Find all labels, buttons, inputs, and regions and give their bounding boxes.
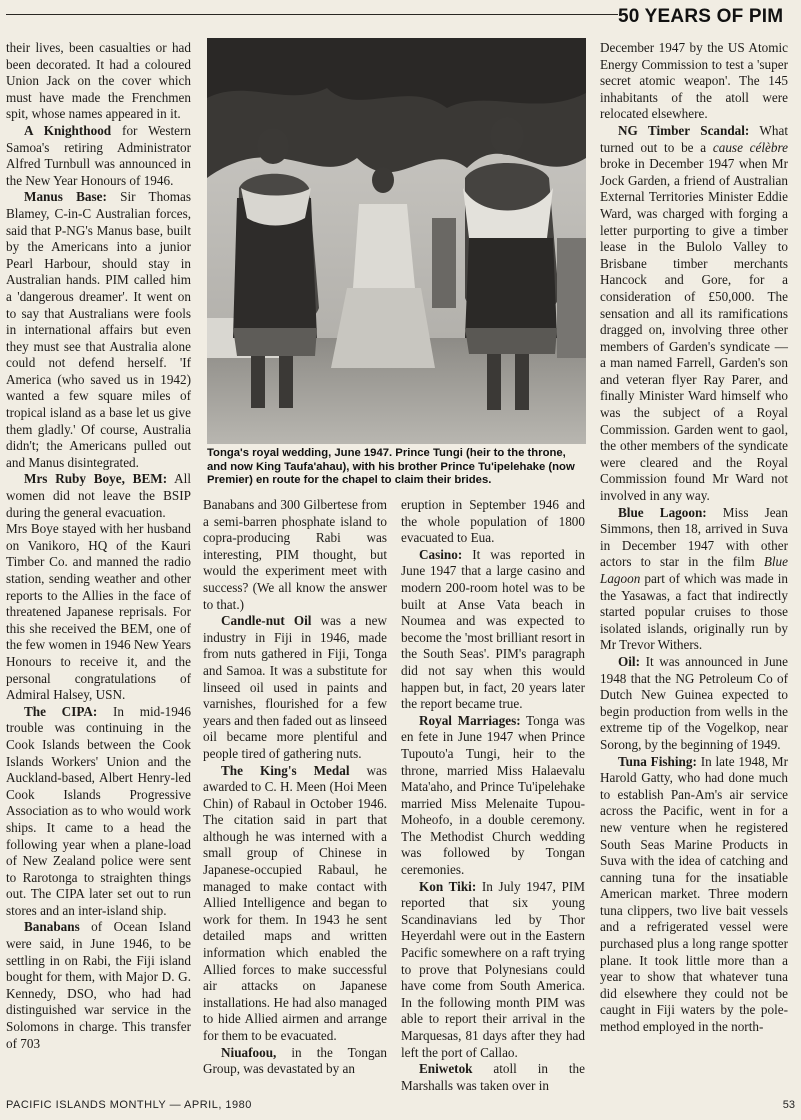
text-royal-marriages: Tonga was en fete in June 1947 when Prince Tupouto'a Tungi, heir to the throne, married Miss Halaevalu Mata'aho, and Prince Tu'ipelehake married Miss Melenaite Tupou-Moheofo, in a double ceremony. The Methodist Church wedding was followed by Tongan ceremonies. [401,712,585,878]
section-title: 50 YEARS OF PIM [618,6,784,27]
wedding-photo [207,38,586,444]
heading-royal-marriages: Royal Marriages: [419,712,521,728]
heading-knighthood: A Knighthood [24,122,112,138]
text-column-1 [6,40,191,1080]
heading-kon-tiki: Kon Tiki: [419,878,477,894]
heading-tuna-fishing: Tuna Fishing: [618,753,697,769]
paragraph-royal-marriages [401,713,585,879]
heading-kings-medal: The King's Medal [221,762,350,778]
text-boye: All women did not leave the BSIP during the general evacuation. [6,471,191,520]
text-kon-tiki: In July 1947, PIM reported that six young Scandinavians led by Thor Heyerdahl were out in the Eastern Pacific somewhere on a raft trying to prove that Polynesians could have come from South America. In the following month PIM was able to report their arrival in the Marquesas, 81 days after they had left the port of Callao. [401,878,586,1060]
heading-candle-nut: Candle-nut Oil [221,613,312,629]
text-candle-nut: was a new industry in Fiji in 1946, made from nuts gathered in Fiji, Tonga and Samoa. It was a substitute for linseed oil used in paints and varnishes, flourished for a few years and then faded out as linseed oil became more plentiful and people tired of gathering nuts. [203,613,387,761]
text-column-4 [600,40,788,1080]
paragraph: Banabans and 300 Gilbertese from a semi-barren phosphate island to copra-producing Rabi was interesting, PIM thought, but would the experiment meet with success? (We all know the answer to that.) [203,497,387,612]
heading-casino: Casino: [419,546,463,562]
text-banabans: of Ocean Island were said, in June 1946, to be settling in on Rabi, the Fiji island bought for them, with Major D. G. Kennedy, DSO, who had had distinguished war service in the Solomons in charge. This transfer of 703 [6,919,191,1051]
photo-caption: Tonga's royal wedding, June 1947. Prince Tungi (heir to the throne, and now King Taufa'ahau), with his brother Prince Tu'ipelehake (now Premier) en route for the chapel to claim their brides. [207,447,575,487]
paragraph-boye-2: Mrs Boye stayed with her husband on Vanikoro, HQ of the Kauri Timber Co. and manned the radio station, sending weather and other reports to the Allies in the face of threatened Japanese reprisals. For this she received the BEM, one of the few women in 1946 New Years Honours to receive it, and the personal congratulations of Admiral Halsey, USN. [6,521,191,703]
paragraph-cipa [6,704,191,920]
paragraph-blue-lagoon [600,505,788,654]
paragraph: December 1947 by the US Atomic Energy Commission to test a 'super secret atomic weapon'. The 145 inhabitants of the atoll were relocated elsewhere. [600,40,788,122]
paragraph-oil [600,654,788,754]
paragraph: eruption in September 1946 and the whole population of 1800 evacuated to Eua. [401,497,585,546]
heading-boye: Mrs Ruby Boye, BEM: [24,471,168,487]
text-casino: It was reported in June 1947 that a large casino and modern 200-room hotel was to be built at Anse Vata beach in Noumea and was expected to become the 'most brilliant resort in the South Seas'. PIM's paragraph did not say when this would happen but, in fact, 20 years later the report became true. [401,546,585,712]
text-lagoon-italic: Blue Lagoon [600,554,788,586]
paragraph-tuna-fishing [600,754,788,1036]
heading-eniwetok: Eniwetok [419,1061,473,1077]
paragraph-manus [6,189,191,471]
paragraph-niuafoou [203,1045,387,1078]
paragraph-boye [6,471,191,521]
text-timber-b: broke in December 1947 when Mr Jock Garden, a friend of Australian External Territories Minister Eddie Ward, was charged with forging a letter purporting to give a timber lease in the Bulolo Valley to Brisbane timber merchants Hancock and Gore, for a consideration of £50,000. The sensation and all its ramifications dragged on, involving three other members of Garden's syndicate — a man named Farrell, Garden's son and veteran flyer Ray Parer, and finally Minister Ward himself who was the subject of a Royal Commission. Garden went to gaol, the other members of the syndicate were cleared and the Royal Commission found Mr Ward not involved in any way. [600,156,788,504]
text-lagoon-a: Miss Jean Simmons, then 18, arrived in Suva in December 1947 with other actors to star in the film [600,504,788,570]
text-knighthood: for Western Samoa's retiring Administrator Alfred Turnbull was announced in the New Year Honours of 1946. [6,122,191,188]
text-column-2 [203,497,387,1082]
text-manus: Sir Thomas Blamey, C-in-C Australian forces, said that P-NG's Manus base, built by the Americans into a junior Pearl Harbour, should stay in Australian hands. PIM called him a 'dangerous dreamer'. It went on to say that Australians were fools in international affairs but even they must see that Australia alone could not defend herself. 'If America (who saved us in 1942) wanted a few square miles of tropical island as a base let us give them gladly.' Of course, Australia didn't; the Americans pulled out and Manus disintegrated. [6,189,191,470]
heading-oil: Oil: [618,653,640,669]
paragraph-kings-medal [203,763,387,1045]
paragraph-eniwetok [401,1061,585,1094]
paragraph-knighthood [6,123,191,189]
paragraph: their lives, been casualties or had been decorated. It had a coloured Union Jack on the cover which must have made the Frenchmen spit, whose names appeared in it. [6,40,191,122]
paragraph-candle-nut [203,613,387,762]
heading-blue-lagoon: Blue Lagoon: [618,504,707,520]
text-eniwetok: atoll in the Marshalls was taken over in [401,1061,585,1093]
text-timber-italic: cause célèbre [712,139,788,155]
paragraph-kon-tiki [401,879,585,1062]
footer-publication: PACIFIC ISLANDS MONTHLY — APRIL, 1980 [6,1099,252,1111]
page-number: 53 [782,1099,795,1111]
paragraph-banabans [6,919,191,1052]
text-kings-medal: was awarded to C. H. Meen (Hoi Meen Chin) of Rabaul in October 1946. The citation said in part that although he was interned with a small group of Chinese in Japanese-occupied Rabaul, he managed to make contact with Allied Intelligence and began to work for them. In 1943 he sent detailed maps and written information which enabled the Allied forces to make successful air attacks on Japanese installations. He had also managed to hide Allied airmen and arrange for them to be evacuated. [203,762,387,1043]
heading-banabans: Banabans [24,919,80,935]
paragraph-timber-scandal [600,123,788,505]
text-timber-a: What turned out to be a [600,122,788,155]
heading-cipa: The CIPA: [24,703,98,719]
header-rule [6,14,618,15]
heading-manus: Manus Base: [24,189,107,205]
text-cipa: In mid-1946 trouble was continuing in the Cook Islands between the Cook Islands Workers' Union and the Auckland-based, Albert Henry-led Cook Islands Progressive Association as to who would work ships. It came to a head the following year when a plane-load of New Zealand police were sent to Rarotonga to straighten things out. The CIPA later set out to run stores and an inter-island ship. [6,703,191,918]
text-niuafoou: in the Tongan Group, was devastated by an [203,1044,387,1077]
text-tuna-fishing: In late 1948, Mr Harold Gatty, who had done much to establish Pan-Am's air service across the Pacific, went in for a new venture when he registered South Seas Marine Products in Suva with the idea of catching and canning tuna for the insatiable American market. Three modern tuna clippers, two live bait vessels and a refrigerated vessel were purchased plus a long range spotter plane. It took little more than a year to show that whatever tuna did elsewhere they could not be caught in Fiji waters by the pole-method employed in the north- [600,753,788,1035]
paragraph-casino [401,547,585,713]
text-column-3 [401,497,586,1093]
heading-niuafoou: Niuafoou, [221,1044,277,1060]
heading-timber-scandal: NG Timber Scandal: [618,122,750,138]
text-oil: It was announced in June 1948 that the NG Petroleum Co of Dutch New Guinea expected to begin production from wells in the extreme tip of the Vogelkop, near Sorong, by the beginning of 1949. [600,653,788,752]
text-lagoon-b: part of which was made in the Yasawas, a fact that indirectly started popular cruises to those isolated islands, originally run by Mr Trevor Withers. [600,571,788,653]
